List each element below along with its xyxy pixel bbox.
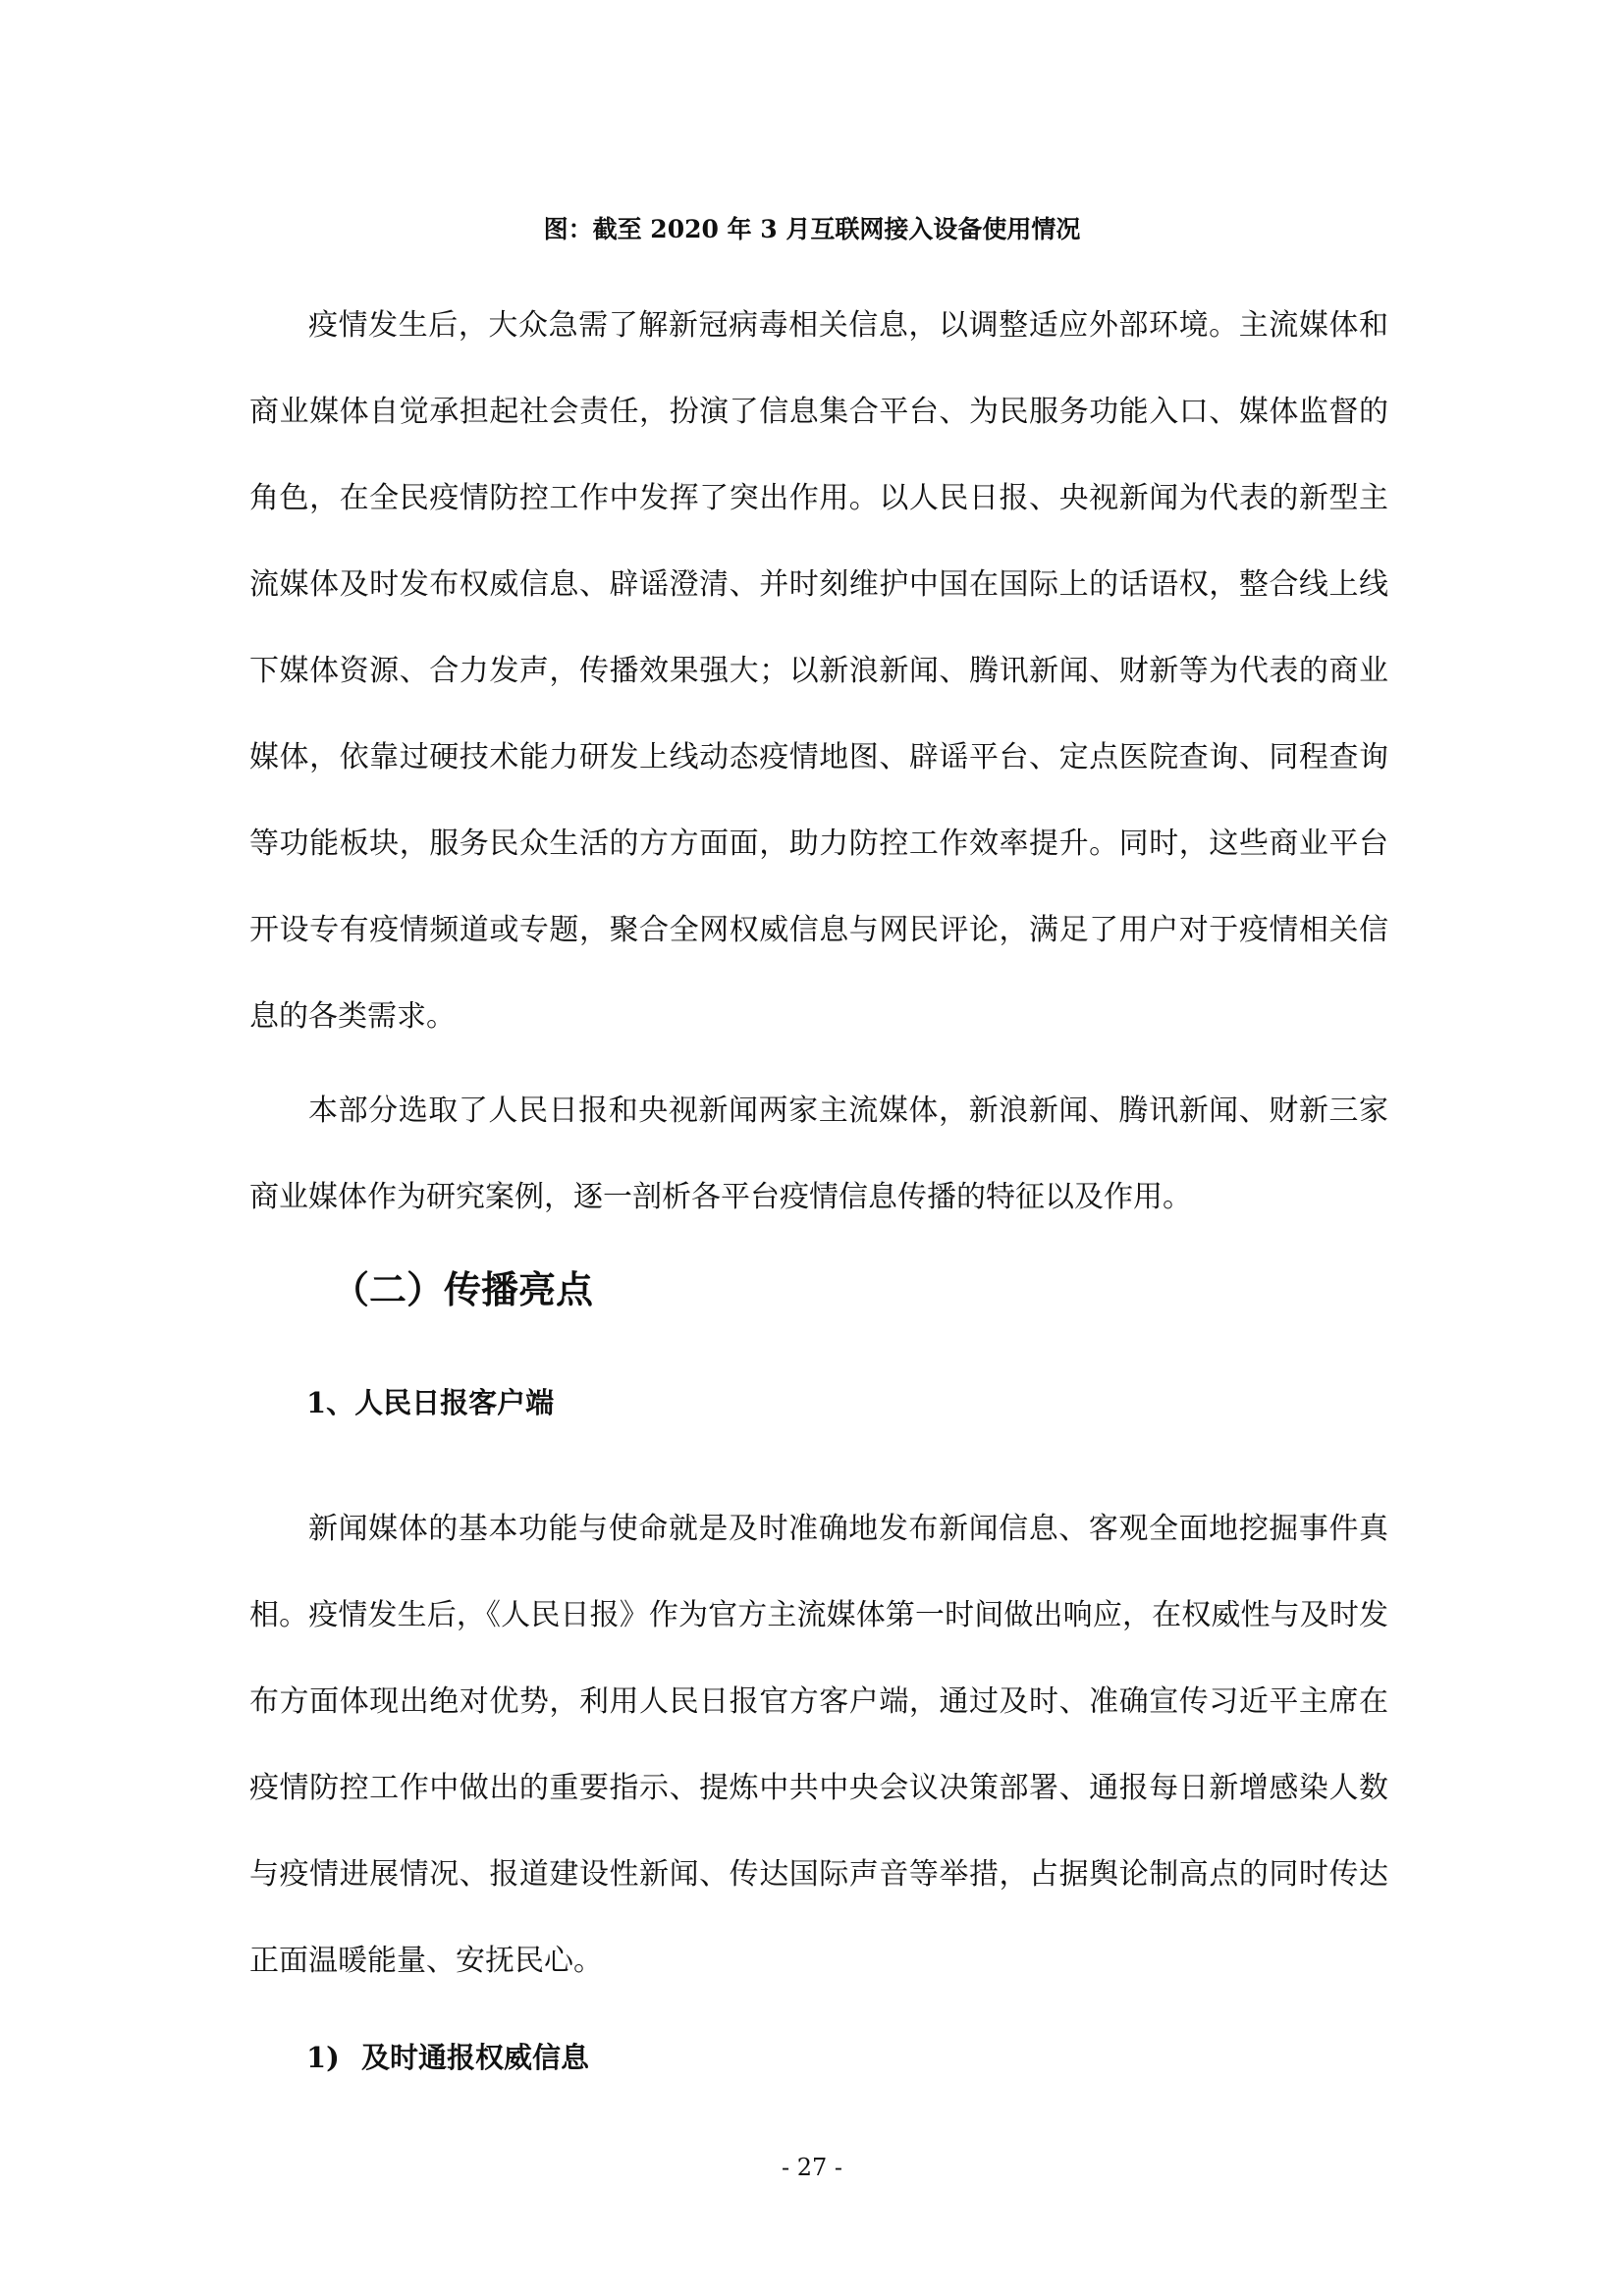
subsubsection-number: 1) [306, 2041, 340, 2074]
paragraph-people-daily: 新闻媒体的基本功能与使命就是及时准确地发布新闻信息、客观全面地挖掘事件真相。疫情发生后，《人民日报》作为官方主流媒体第一时间做出响应，在权威性与及时发布方面体现出绝对优势，利用人民日报官方客户端，通过及时、准确宣传习近平主席在疫情防控工作中做出的重要指示、提炼中共中央会议决策部署、通报每日新增感染人数与疫情进展情况、报道建设性新闻、传达国际声音等举措，占据舆论制高点的同时传达正面温暖能量、安抚民心。 [249, 1512, 1388, 1978]
subsubsection-title: 及时通报权威信息 [361, 2041, 590, 2074]
page-number: - 27 - [781, 2154, 842, 2181]
paragraph-intro: 疫情发生后，大众急需了解新冠病毒相关信息，以调整适应外部环境。主流媒体和商业媒体自觉承担起社会责任，扮演了信息集合平台、为民服务功能入口、媒体监督的角色，在全民疫情防控工作中发挥了突出作用。以人民日报、央视新闻为代表的新型主流媒体及时发布权威信息、辟谣澄清、并时刻维护中国在国际上的话语权，整合线上线下媒体资源、合力发声，传播效果强大；以新浪新闻、腾讯新闻、财新等为代表的商业媒体，依靠过硬技术能力研发上线动态疫情地图、辟谣平台、定点医院查询、同程查询等功能板块，服务民众生活的方方面面，助力防控工作效率提升。同时，这些商业平台开设专有疫情频道或专题，聚合全网权威信息与网民评论，满足了用户对于疫情相关信息的各类需求。 [249, 308, 1388, 1034]
subsection-heading: 1、人民日报客户端 [306, 1386, 555, 1419]
subsubsection-heading [306, 2033, 589, 2082]
section-heading: （二）传播亮点 [332, 1267, 594, 1311]
paragraph-scope: 本部分选取了人民日报和央视新闻两家主流媒体，新浪新闻、腾讯新闻、财新三家商业媒体作为研究案例，逐一剖析各平台疫情信息传播的特征以及作用。 [249, 1094, 1388, 1214]
figure-caption: 图：截至 2020 年 3 月互联网接入设备使用情况 [543, 215, 1081, 243]
